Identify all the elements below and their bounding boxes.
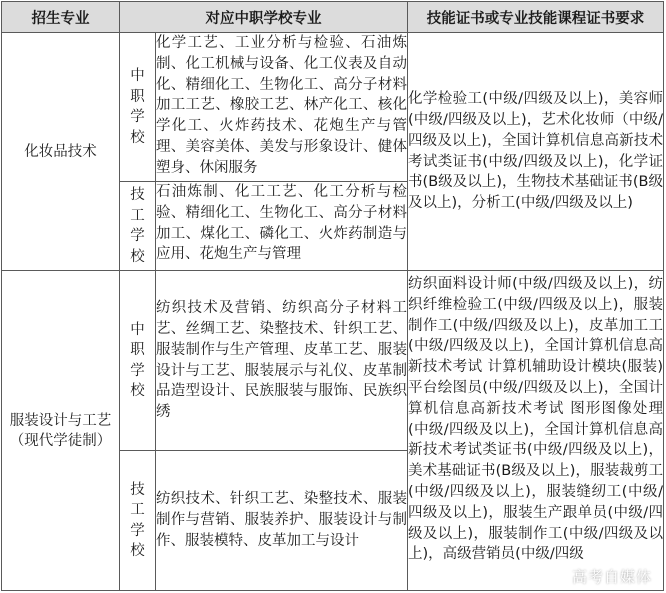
school-type-char: 工 bbox=[130, 502, 145, 518]
school-type-char: 职 bbox=[130, 88, 145, 105]
header-school-major: 对应中职学校专业 bbox=[120, 2, 408, 33]
school-type-cell bbox=[120, 33, 156, 182]
school-type-label bbox=[120, 185, 155, 267]
watermark: 高考自媒体 bbox=[571, 568, 652, 586]
school-majors-cell: 纺织技术、针织工艺、染整技术、服装制作与营销、服装养护、服装设计与制作、服装模特、皮革加工与设计 bbox=[156, 451, 408, 591]
school-type-char: 学 bbox=[130, 228, 145, 244]
table-row bbox=[2, 271, 664, 451]
school-type-char: 校 bbox=[130, 383, 145, 399]
school-type-cell bbox=[120, 271, 156, 451]
header-cert: 技能证书或专业技能课程证书要求 bbox=[408, 2, 664, 33]
school-type-char: 工 bbox=[130, 207, 145, 224]
school-type-cell bbox=[120, 182, 156, 271]
school-type-char: 校 bbox=[130, 543, 145, 559]
school-type-char: 技 bbox=[130, 187, 145, 203]
admission-table bbox=[1, 1, 664, 591]
header-major: 招生专业 bbox=[2, 2, 120, 33]
school-type-char: 校 bbox=[130, 248, 145, 265]
school-type-cell bbox=[120, 451, 156, 591]
major-cell: 服装设计与工艺（现代学徒制） bbox=[2, 271, 120, 591]
school-type-char: 职 bbox=[130, 342, 145, 358]
school-type-char: 校 bbox=[130, 129, 145, 146]
school-majors-cell: 化学工艺、工业分析与检验、石油炼制、化工机械与设备、化工仪表及自动化、精细化工、生物化工、高分子材料加工工艺、橡胶工艺、林产化工、核化学化工、火炸药技术、花炮生产与管理、美容美体、美发与形象设计、健体塑身、休闲服务 bbox=[156, 33, 408, 182]
school-type-char: 学 bbox=[130, 362, 145, 379]
school-type-char: 中 bbox=[130, 321, 145, 338]
header-row bbox=[2, 2, 664, 33]
school-majors-cell: 纺织技术及营销、纺织高分子材料工艺、丝绸工艺、染整技术、针织工艺、服装制作与生产管理、皮革工艺、服装设计与工艺、服装展示与礼仪、皮革制品造型设计、民族服装与服饰、民族织绣 bbox=[156, 271, 408, 451]
school-type-label bbox=[120, 320, 155, 402]
school-majors-cell: 石油炼制、化工工艺、化工分析与检验、精细化工、生物化工、高分子材料加工、煤化工、磷化工、火炸药制造与应用、花炮生产与管理 bbox=[156, 182, 408, 271]
school-type-label bbox=[120, 66, 155, 148]
major-cell: 化妆品技术 bbox=[2, 33, 120, 271]
school-type-char: 中 bbox=[130, 68, 145, 84]
school-type-char: 技 bbox=[130, 481, 145, 498]
cert-cell: 化学检验工(中级/四级及以上)，美容师(中级/四级及以上)，艺术化妆师（中级/四级及以上)，全国计算机信息高新技术考试类证书(中级/四级及以上)，化学证书(B级及以上)，生物技术基础证书(B级及以上)，分析工(中级/四级及以上) bbox=[408, 33, 664, 271]
table-row bbox=[2, 33, 664, 182]
school-type-label bbox=[120, 480, 155, 562]
cert-cell: 纺织面料设计师(中级/四级及以上)，纺织纤维检验工(中级/四级及以上)，服装制作工(中级/四级及以上)，皮革加工工(中级/四级及以上)，全国计算机信息高新技术考试 计算机辅助设计模块(服装)平台绘图员(中级/四级及以上)，全国计算机信息高新技术考试 图形图像处理(中级/四级及以上)，全国计算机信息高新技术考试类证书(中级/四级及以上)，美术基础证书(B级及以上)，服装裁剪工(中级/四级及以上)，服装缝纫工(中级/四级及以上)，服装生产跟单员(中级/四级及以上)，服装制作工(中级/四级及以上)，高级营销员(中级/四级 bbox=[408, 271, 664, 591]
school-type-char: 学 bbox=[130, 522, 145, 539]
school-type-char: 学 bbox=[130, 109, 145, 125]
